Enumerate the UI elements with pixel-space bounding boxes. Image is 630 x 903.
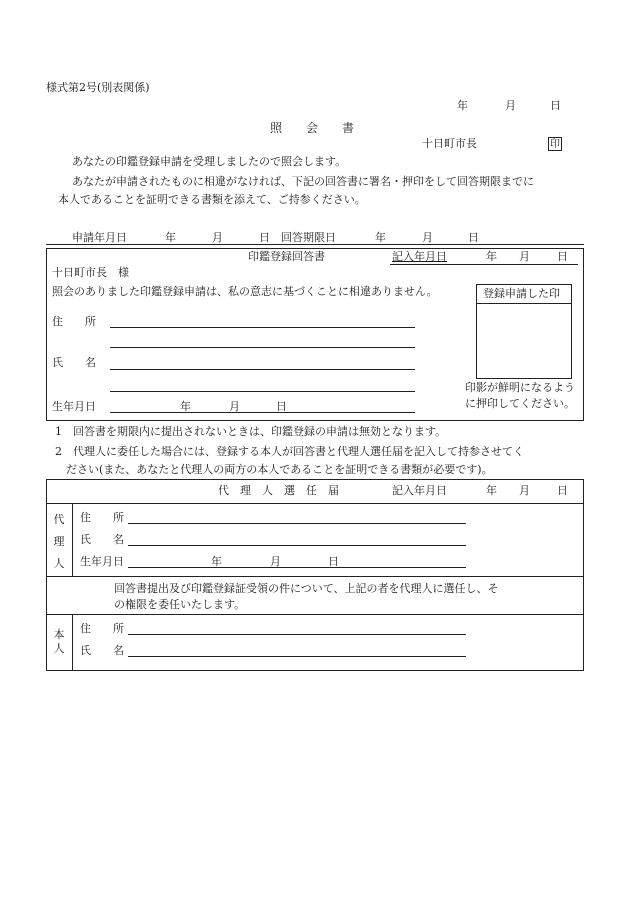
seal-box-divider (476, 303, 572, 304)
principal-vertical-label (48, 628, 70, 656)
body-line-2: あなたが申請されたものに相違がなければ、下記の回答書に署名・押印をして回答期限までに (72, 175, 534, 188)
proxy-form-box (46, 479, 584, 671)
answer-entry-date-underline (390, 264, 578, 265)
principal-address-label: 住 所 (80, 622, 124, 635)
proxy-birth-line[interactable] (128, 567, 466, 568)
deadline-day: 日 (468, 231, 479, 244)
answer-name-line-1[interactable] (110, 369, 415, 370)
proxy-form-title: 代 理 人 選 任 届 (218, 484, 339, 497)
principal-char-2: 人 (53, 642, 65, 655)
principal-address-line[interactable] (128, 634, 466, 635)
answer-name-line-2[interactable] (110, 391, 415, 392)
proxy-address-line[interactable] (128, 523, 466, 524)
body-line-1: あなたの印鑑登録申請を受理しましたので照会します。 (72, 155, 347, 168)
proxy-vertical-label (48, 509, 70, 575)
principal-name-label: 氏 名 (80, 644, 124, 657)
proxy-birth-label: 生年月日 (80, 555, 124, 568)
proxy-vertical-divider (72, 503, 73, 576)
header-date-year: 年 (457, 99, 468, 112)
answer-entry-date-label: 記入年月日 (392, 250, 447, 263)
answer-statement: 照会のありました印鑑登録申請は、私の意志に基づくことに相違ありません。 (52, 285, 438, 298)
delegation-line-2: の権限を委任いたします。 (114, 598, 246, 611)
answer-name-label: 氏 名 (52, 356, 96, 369)
answer-entry-year: 年 (486, 250, 497, 263)
proxy-entry-month: 月 (519, 484, 530, 497)
deadline-year: 年 (375, 231, 386, 244)
issuer-name: 十日町市長 (422, 137, 477, 150)
proxy-birth-month: 月 (270, 555, 281, 568)
answer-addressee: 十日町市長 様 (52, 266, 129, 279)
document-title: 照 会 書 (270, 121, 355, 135)
note-2-line-1: 2 代理人に委任した場合には、登録する本人が回答書と代理人選任届を記入して持参させてく (55, 445, 524, 458)
note-1: 1 回答書を期限内に提出されないときは、印鑑登録の申請は無効となります。 (55, 425, 447, 438)
proxy-birth-year: 年 (211, 555, 222, 568)
deadline-month: 月 (422, 231, 433, 244)
proxy-entry-date-label: 記入年月日 (392, 484, 447, 497)
answer-birth-line[interactable] (110, 412, 415, 413)
body-line-3: 本人であることを証明できる書類を添えて、ご持参ください。 (58, 193, 366, 206)
answer-birth-month: 月 (229, 400, 240, 413)
proxy-char-2: 理 (53, 535, 65, 548)
proxy-char-3: 人 (53, 557, 65, 570)
proxy-section-divider (46, 576, 584, 577)
proxy-entry-year: 年 (486, 484, 497, 497)
deadline-label: 回答期限日 (281, 231, 336, 244)
principal-vertical-divider (72, 614, 73, 671)
answer-birth-day: 日 (276, 400, 287, 413)
answer-address-line-2[interactable] (110, 347, 415, 348)
seal-box-title: 登録申請した印 (483, 287, 560, 300)
application-day: 日 (259, 231, 270, 244)
application-year: 年 (165, 231, 176, 244)
principal-char-1: 本 (53, 628, 65, 641)
answer-entry-month: 月 (519, 250, 530, 263)
proxy-title-divider (46, 503, 584, 504)
header-date-day: 日 (550, 99, 561, 112)
answer-birth-label: 生年月日 (52, 400, 96, 413)
answer-address-line-1[interactable] (110, 327, 415, 328)
proxy-char-1: 代 (53, 513, 65, 526)
official-seal-mark: 印 (550, 139, 560, 150)
principal-name-line[interactable] (128, 656, 466, 657)
proxy-entry-day: 日 (557, 484, 568, 497)
answer-birth-year: 年 (180, 400, 191, 413)
dates-underline (46, 244, 584, 245)
answer-entry-day: 日 (557, 250, 568, 263)
seal-note-line-1: 印影が鮮明になるよう (465, 381, 575, 394)
delegation-line-1: 回答書提出及び印鑑登録証受領の件について、上記の者を代理人に選任し、そ (114, 582, 499, 595)
proxy-birth-day: 日 (328, 555, 339, 568)
seal-note-line-2: に押印してください。 (465, 397, 575, 410)
application-month: 月 (212, 231, 223, 244)
proxy-address-label: 住 所 (80, 511, 124, 524)
note-2-line-2: ださい(また、あなたと代理人の両方の本人であることを証明できる書類が必要です)。 (66, 463, 493, 476)
proxy-name-label: 氏 名 (80, 533, 124, 546)
answer-address-label: 住 所 (52, 315, 96, 328)
application-date-label: 申請年月日 (72, 231, 127, 244)
delegation-divider (46, 614, 584, 615)
form-number: 様式第2号(別表関係) (46, 81, 150, 94)
header-date-month: 月 (505, 99, 516, 112)
answer-form-title: 印鑑登録回答書 (248, 250, 325, 263)
proxy-name-line[interactable] (128, 545, 466, 546)
